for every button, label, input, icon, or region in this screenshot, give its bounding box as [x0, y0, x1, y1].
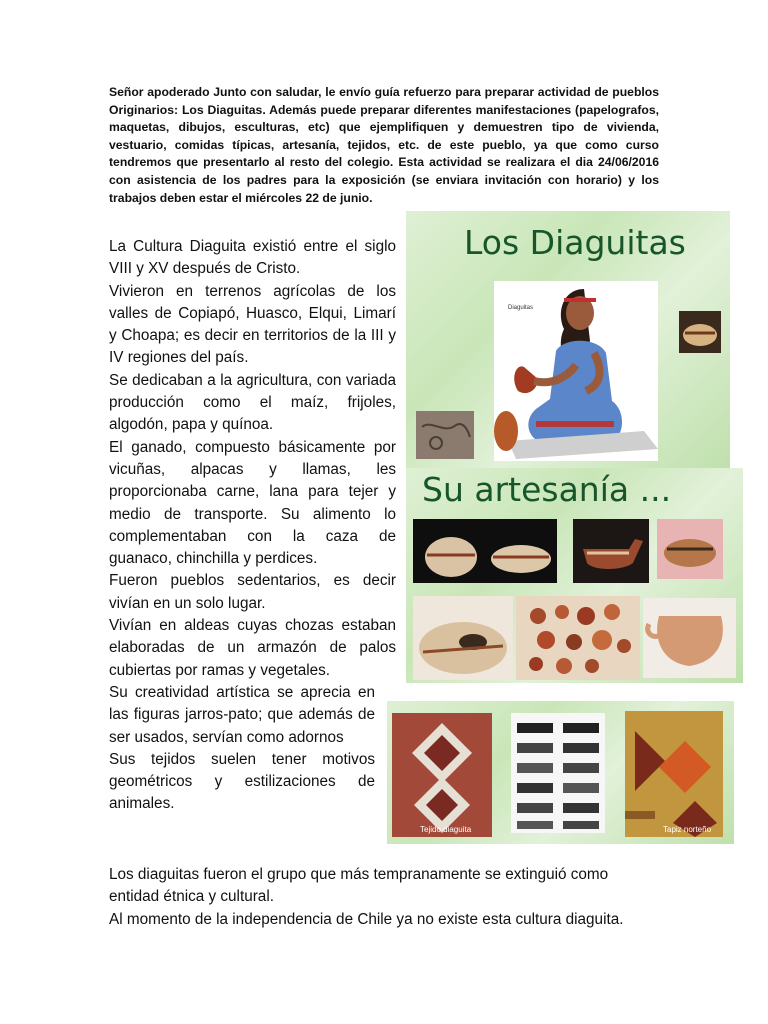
paragraph-sedentary: Fueron pueblos sedentarios, es decir vivían en un solo lugar.	[109, 572, 396, 612]
paragraph-agriculture: Se dedicaban a la agricultura, con variada producción como el maíz, frijoles, algodón, papa y quínoa.	[109, 371, 396, 434]
guardian-notice: Señor apoderado Junto con saludar, le envío guía refuerzo para preparar actividad de pueblos Originarios: Los Diaguitas. Además puede preparar diferentes manifestaciones (papelografos, maquetas, dibujos, esculturas, etc) que ejemplifiquen y demuestren tipo de vivienda, vestuario, comidas típicas, artesanía, tejidos, etc. de este pueblo, ya que como curso tendremos que presentarlo al resto del colegio. Esta actividad se realizara el dia 24/06/2016 con asistencia de los padres para la exposición (se enviara invitación con horario) y los trabajos deben estar el miércoles 22 de junio.	[109, 85, 659, 205]
closing-line-2: Al momento de la independencia de Chile ya no existe esta cultura diaguita.	[109, 910, 624, 928]
small-ceramic-bowl-photo	[679, 311, 721, 353]
textile-label-right: Tapiz norteño	[663, 825, 712, 834]
textile-label-left: Tejido diaguita	[420, 825, 472, 834]
collage-title: Su artesanía ...	[422, 470, 672, 509]
plain-jar-photo	[643, 598, 736, 678]
paragraph-territory: Vivieron en terrenos agrícolas de los valles de Copiapó, Huasco, Elqui, Limarí y Choapa; es decir en territorios de la III y IV regiones del país.	[109, 282, 396, 367]
diaguita-woman-illustration	[494, 281, 658, 461]
paragraph-art: Su creatividad artística se aprecia en las figuras jarros-pato; que además de ser usados, servían como adornos	[109, 683, 375, 746]
geometric-motifs-chart	[511, 713, 605, 833]
paragraph-textiles: Sus tejidos suelen tener motivos geométricos y estilizaciones de animales.	[109, 750, 375, 813]
engraved-stone-photo	[416, 411, 474, 459]
pottery-collection-photo	[516, 596, 640, 680]
duck-jar-photo	[413, 596, 513, 680]
northern-tapestry-photo	[625, 711, 723, 837]
figure-caption: Diaguitas	[508, 305, 534, 311]
paragraph-villages: Vivían en aldeas cuyas chozas estaban elaboradas de un armazón de palos cubiertas por ramas y vegetales.	[109, 617, 396, 679]
body-column	[109, 236, 396, 816]
closing-line-1: Los diaguitas fueron el grupo que más tempranamente se extinguió como entidad étnica y cultural.	[109, 866, 609, 906]
closing-section	[109, 864, 661, 931]
collage-title: Los Diaguitas	[464, 223, 686, 262]
paragraph-origin: La Cultura Diaguita existió entre el siglo VIII y XV después de Cristo.	[109, 238, 396, 278]
diaguita-textile-photo	[392, 713, 492, 837]
collage-artesania	[406, 468, 743, 683]
zoomorphic-vessel-photo	[573, 519, 649, 583]
paragraph-livestock: El ganado, compuesto básicamente por vicuñas, alpacas y llamas, les proporcionaba carne, lana para tejer y medio de transporte. Su alimento lo complementaban con la caza de guanaco, chinchilla y perdices.	[109, 438, 396, 568]
ceramic-jars-photo	[413, 519, 557, 583]
collage-tejidos	[387, 701, 734, 844]
painted-bowl-photo	[657, 519, 723, 579]
collage-los-diaguitas	[406, 211, 730, 468]
